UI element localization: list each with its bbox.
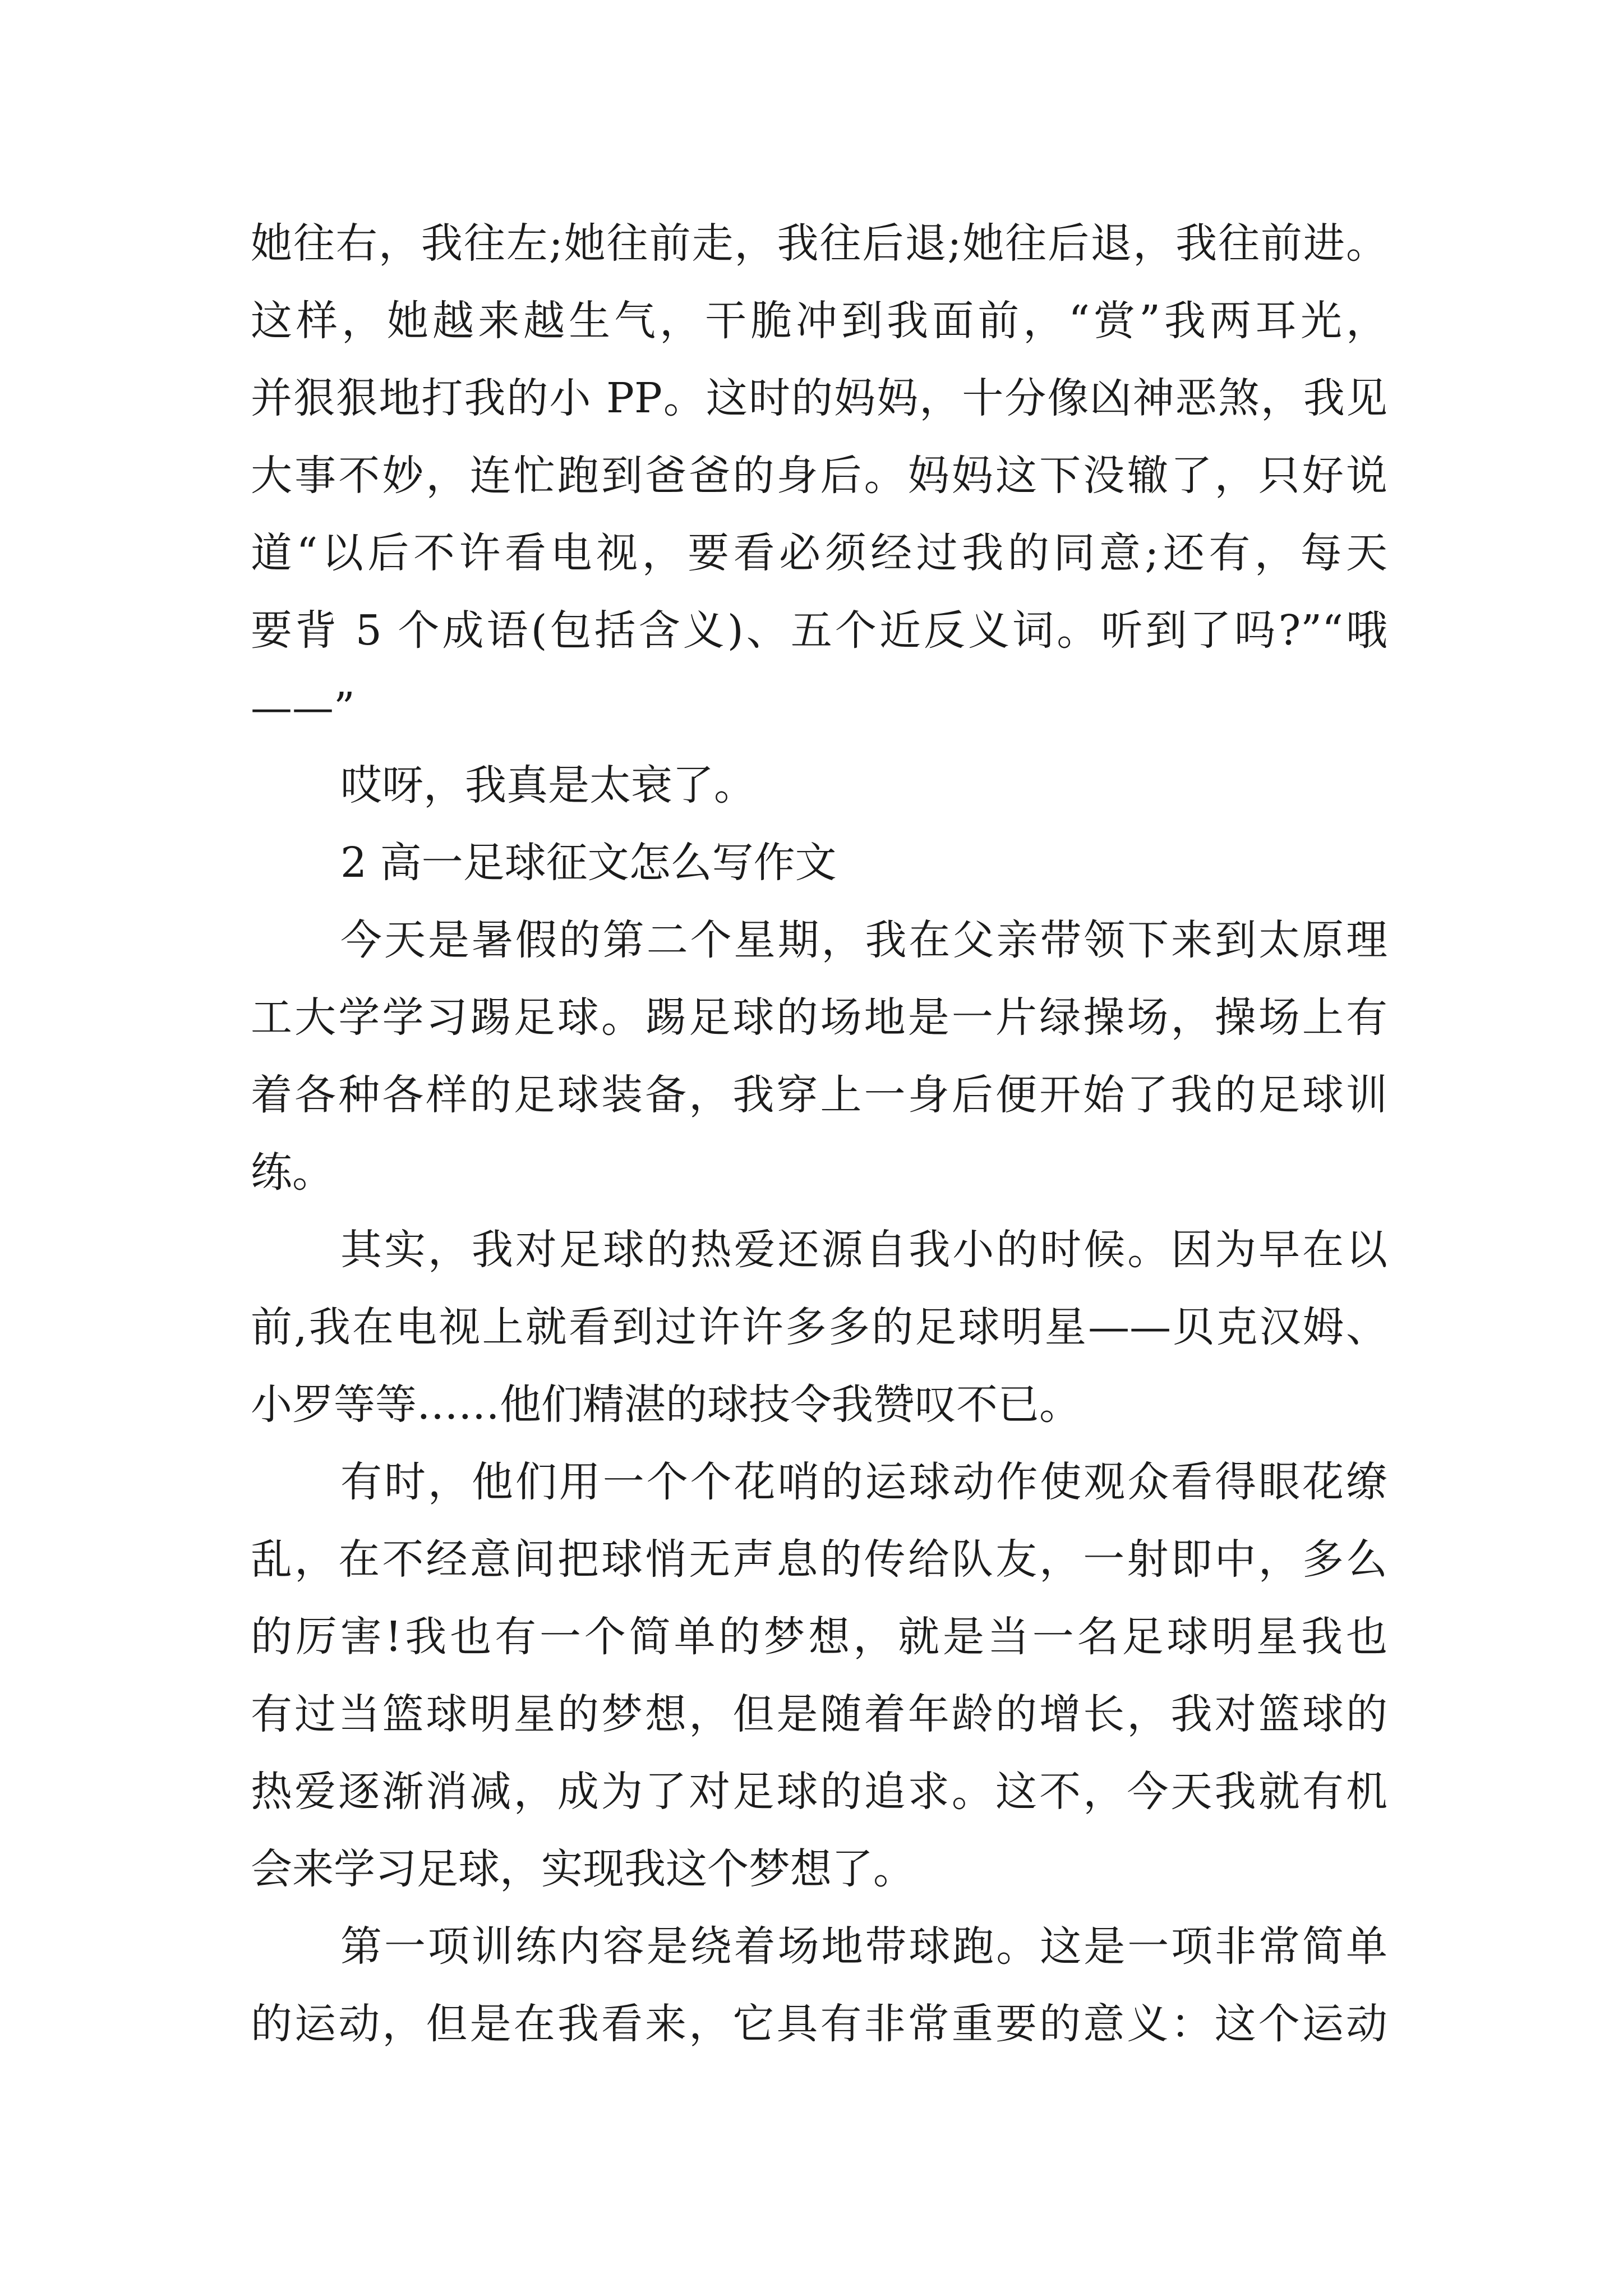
paragraph [251,1443,1387,1908]
document-body [251,205,1387,2063]
text-line: ——” [251,684,355,732]
section-heading [251,824,1387,901]
paragraph-continued [251,205,1387,747]
text-line: 有过当篮球明星的梦想，但是随着年龄的增长，我对篮球的 [251,1690,1387,1738]
text-line: 的厉害!我也有一个简单的梦想，就是当一名足球明星我也 [251,1613,1387,1661]
text-line: 哎呀，我真是太衰了。 [340,761,755,809]
text-line: 其实，我对足球的热爱还源自我小的时候。因为早在以 [340,1226,1387,1274]
paragraph [251,1211,1387,1443]
text-line: 第一项训练内容是绕着场地带球跑。这是一项非常简单 [340,1922,1387,1971]
text-line: 前,我在电视上就看到过许许多多的足球明星——贝克汉姆、 [251,1303,1387,1351]
text-line: 会来学习足球，实现我这个梦想了。 [251,1845,915,1893]
heading-line: 2 高一足球征文怎么写作文 [340,839,837,887]
text-line: 着各种各样的足球装备，我穿上一身后便开始了我的足球训 [251,1071,1387,1119]
text-line: 热爱逐渐消减，成为了对足球的追求。这不，今天我就有机 [251,1768,1387,1816]
text-line: 的运动，但是在我看来，它具有非常重要的意义：这个运动 [251,2000,1387,2048]
text-line: 要背 5 个成语(包括含义)、五个近反义词。听到了吗?”“哦 [251,606,1387,655]
text-line: 工大学学习踢足球。踢足球的场地是一片绿操场，操场上有 [251,993,1387,1042]
text-line: 有时，他们用一个个花哨的运球动作使观众看得眼花缭 [340,1458,1387,1506]
text-line: 乱，在不经意间把球悄无声息的传给队友，一射即中，多么 [251,1535,1387,1584]
text-line: 她往右，我往左;她往前走，我往后退;她往后退，我往前进。 [251,219,1387,268]
text-line: 大事不妙，连忙跑到爸爸的身后。妈妈这下没辙了，只好说 [251,452,1387,500]
paragraph [251,747,1387,824]
text-line: 小罗等等……他们精湛的球技令我赞叹不已。 [251,1381,1081,1429]
text-line: 并狠狠地打我的小 PP。这时的妈妈，十分像凶神恶煞，我见 [251,374,1387,422]
text-line: 这样，她越来越生气，干脆冲到我面前，“赏”我两耳光， [251,297,1387,345]
text-line: 今天是暑假的第二个星期，我在父亲带领下来到太原理 [340,916,1387,964]
text-line: 道“以后不许看电视，要看必须经过我的同意;还有，每天 [251,529,1387,577]
text-line: 练。 [251,1148,334,1197]
paragraph [251,901,1387,1211]
paragraph [251,1908,1387,2063]
